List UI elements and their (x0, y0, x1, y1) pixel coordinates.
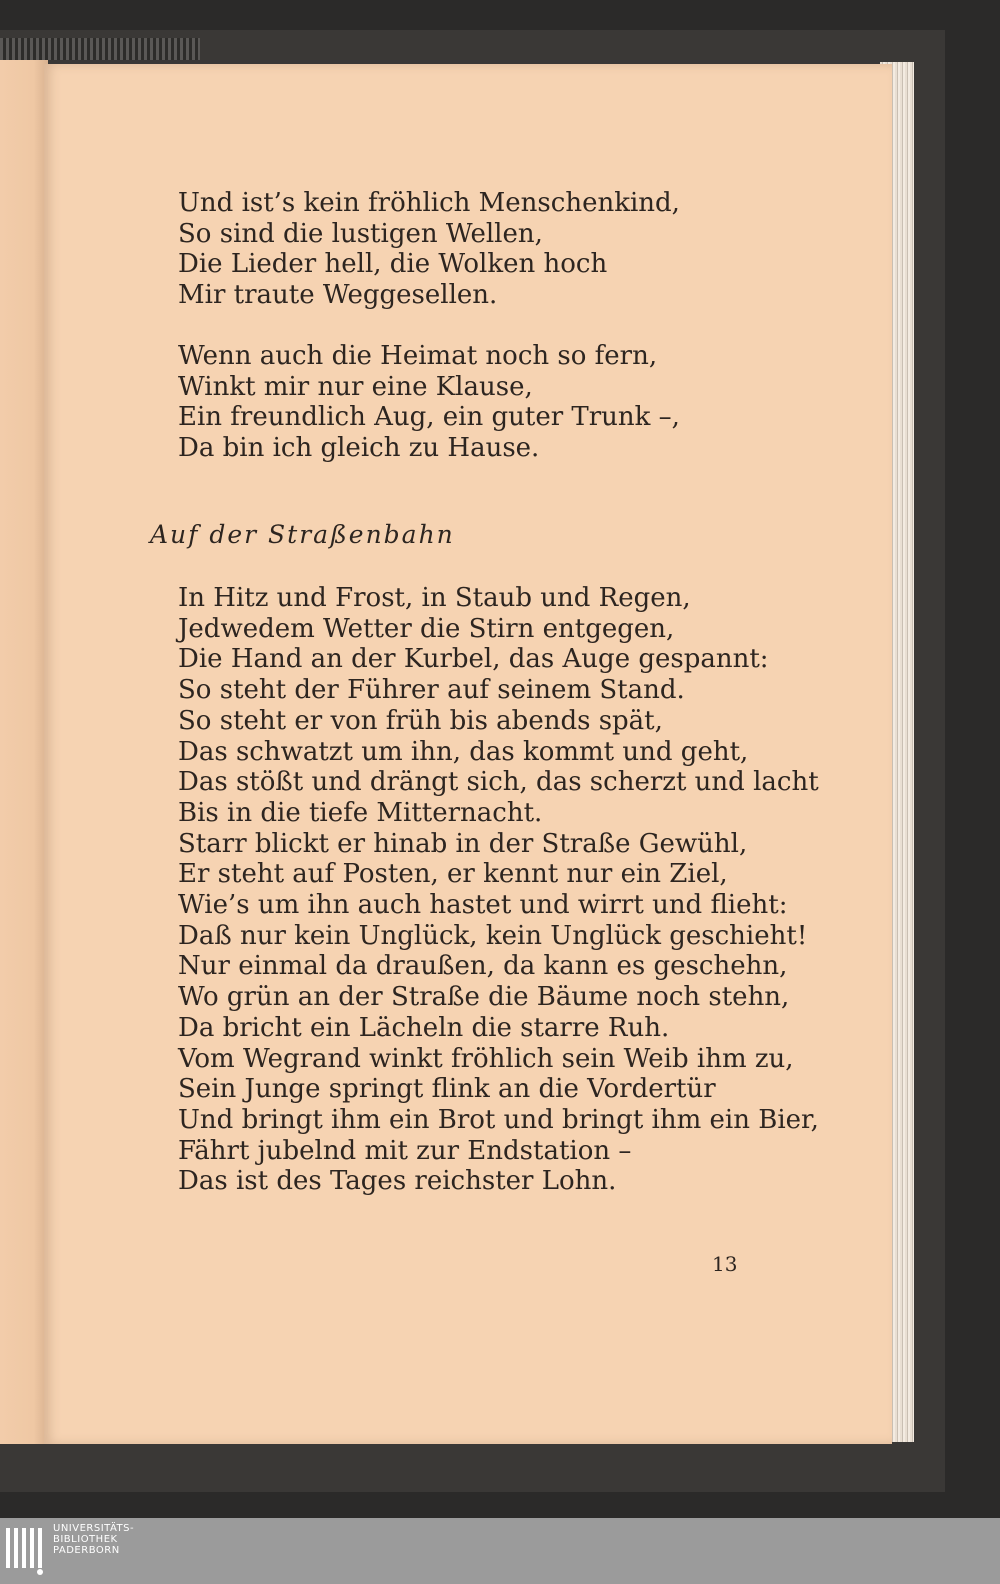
verse-line: Sein Junge springt flink an die Vordertür (178, 1074, 716, 1105)
verse-line: Jedwedem Wetter die Stirn entgegen, (178, 613, 675, 644)
verse-line: Bis in die tiefe Mitternacht. (178, 797, 543, 828)
verse-line: Daß nur kein Unglück, kein Unglück geschieht! (178, 920, 808, 951)
verse-line: Mir traute Weggesellen. (178, 280, 498, 311)
library-name (53, 1523, 134, 1556)
verse-line: So steht der Führer auf seinem Stand. (178, 675, 685, 706)
binding-strip (0, 38, 200, 60)
verse-line: Und ist’s kein fröhlich Menschenkind, (178, 188, 680, 218)
verse-line: So sind die lustigen Wellen, (178, 218, 543, 249)
page-number: 13 (712, 1252, 738, 1276)
verse-line: Wo grün an der Straße die Bäume noch stehn, (178, 982, 790, 1013)
verse-line: Fährt jubelnd mit zur Endstation – (178, 1135, 632, 1166)
verse-line: Und bringt ihm ein Brot und bringt ihm ein Bier, (178, 1104, 819, 1135)
verse-line: Das schwatzt um ihn, das kommt und geht, (178, 736, 749, 767)
poem-body (178, 583, 819, 1197)
stanza-2 (178, 341, 680, 464)
verse-line: In Hitz und Frost, in Staub und Regen, (178, 583, 691, 613)
verse-line: Da bricht ein Lächeln die starre Ruh. (178, 1012, 670, 1043)
left-facing-page (0, 60, 48, 1444)
verse-line: Vom Wegrand winkt fröhlich sein Weib ihm zu, (178, 1043, 794, 1074)
library-logo-icon (4, 1524, 48, 1576)
verse-line: Wenn auch die Heimat noch so fern, (178, 341, 658, 371)
verse-line: Das stößt und drängt sich, das scherzt und lacht (178, 767, 819, 798)
verse-line: Die Lieder hell, die Wolken hoch (178, 249, 608, 280)
verse-line: Starr blickt er hinab in der Straße Gewühl, (178, 828, 748, 859)
poem-title: Auf der Straßenbahn (150, 520, 455, 549)
verse-line: Die Hand an der Kurbel, das Auge gespannt: (178, 644, 769, 675)
verse-line: Winkt mir nur eine Klause, (178, 371, 533, 402)
library-name-line: BIBLIOTHEK (53, 1534, 118, 1545)
verse-line: Nur einmal da draußen, da kann es geschehn, (178, 951, 788, 982)
verse-line: Er steht auf Posten, er kennt nur ein Ziel, (178, 859, 728, 890)
verse-line: Da bin ich gleich zu Hause. (178, 433, 540, 464)
stanza-1 (178, 188, 680, 311)
library-footer-bar (0, 1518, 1000, 1584)
verse-line: Ein freundlich Aug, ein guter Trunk –, (178, 402, 680, 433)
library-name-line: UNIVERSITÄTS- (53, 1523, 135, 1534)
library-name-line: PADERBORN (53, 1545, 120, 1556)
verse-line: Wie’s um ihn auch hastet und wirrt und flieht: (178, 890, 788, 921)
verse-line: Das ist des Tages reichster Lohn. (178, 1166, 617, 1197)
book-page (44, 64, 892, 1444)
verse-line: So steht er von früh bis abends spät, (178, 705, 663, 736)
